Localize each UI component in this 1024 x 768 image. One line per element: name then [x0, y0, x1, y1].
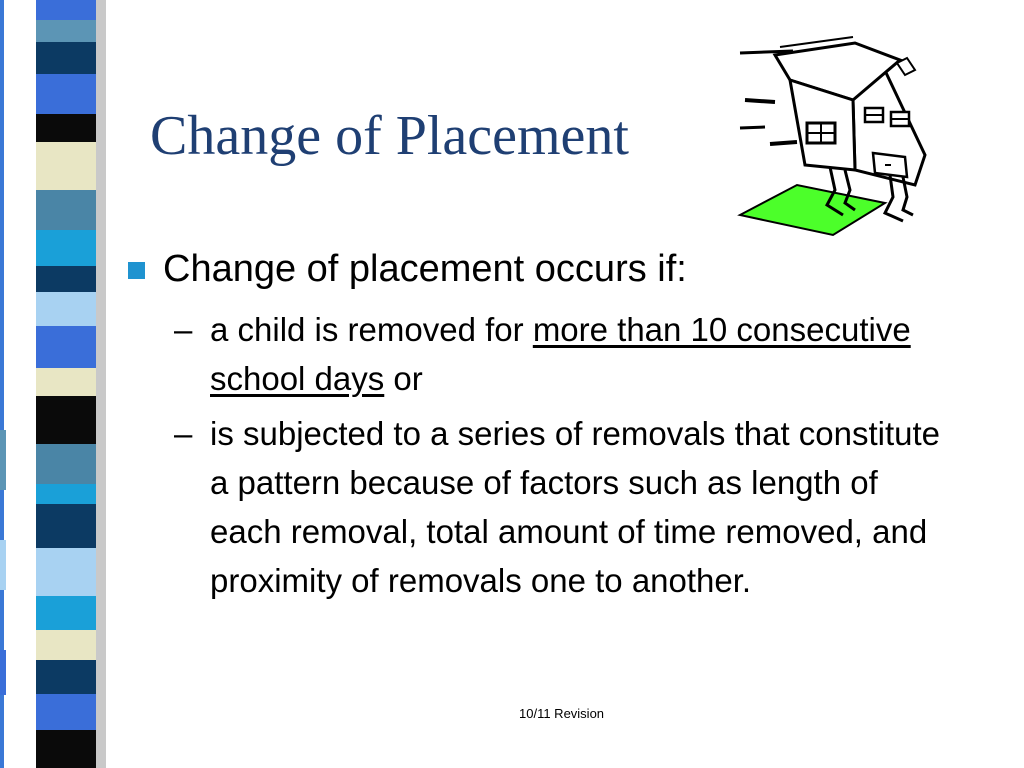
strip-column	[36, 0, 96, 768]
bullet-square-icon	[128, 262, 145, 279]
sub-bullet-1	[174, 305, 954, 403]
footer-revision: 10/11 Revision	[519, 706, 605, 721]
slide-title: Change of Placement	[150, 105, 629, 167]
bullet-text: Change of placement occurs if:	[163, 248, 687, 290]
bullet-item	[128, 246, 687, 292]
strip-left-column	[0, 0, 36, 768]
dash-marker: –	[174, 415, 193, 452]
strip-shadow	[96, 0, 106, 768]
sub1-text-start: a child is removed for	[210, 311, 533, 348]
sub-bullet-2	[174, 409, 954, 605]
decorative-side-strip	[0, 0, 112, 768]
dash-marker: –	[174, 311, 193, 348]
sub-bullet-2-text: is subjected to a series of removals that constitute a pattern because of factors such as length of each removal, total amount of time removed, and proximity of removals one to another.	[210, 415, 941, 599]
sub1-text-end: or	[384, 360, 423, 397]
sub1-underlined-text: more than 10 consecutive school days	[210, 311, 911, 397]
running-house-icon	[735, 25, 955, 240]
sub-bullet-1-text	[210, 305, 954, 403]
